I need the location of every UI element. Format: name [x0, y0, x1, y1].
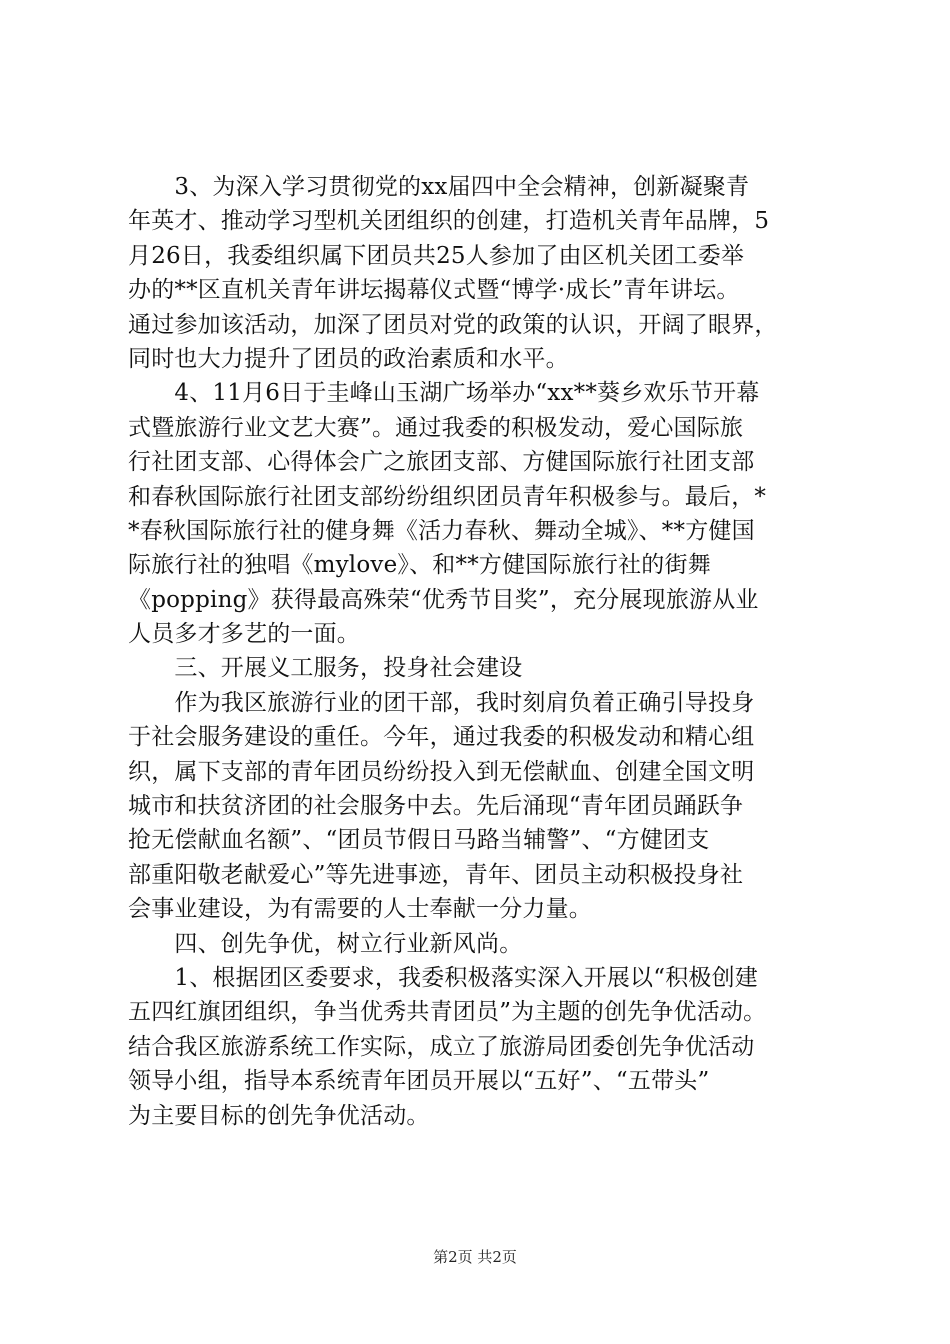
text-line: 际旅行社的独唱《mylove》、和**方健国际旅行社的街舞 [128, 552, 711, 579]
text-line: 《popping》获得最高殊荣“优秀节目奖”，充分展现旅游从业 [128, 586, 759, 613]
text-line: 抢无偿献血名额”、“团员节假日马路当辅警”、“方健团支 [128, 827, 710, 854]
text-line: 织，属下支部的青年团员纷纷投入到无偿献血、创建全国文明 [128, 758, 755, 785]
section-heading: 三、开展义工服务，投身社会建设 [128, 655, 523, 682]
text-line: 作为我区旅游行业的团干部，我时刻肩负着正确引导投身 [128, 689, 755, 716]
text-line: 城市和扶贫济团的社会服务中去。先后涌现“青年团员踊跃争 [128, 793, 744, 820]
text-line: 会事业建设，为有需要的人士奉献一分力量。 [128, 896, 592, 923]
text-line: 年英才、推动学习型机关团组织的创建，打造机关青年品牌，5 [128, 208, 770, 235]
text-line: 式暨旅游行业文艺大赛”。通过我委的积极发动，爱心国际旅 [128, 414, 744, 441]
text-line: 通过参加该活动，加深了团员对党的政策的认识，开阔了眼界， [128, 311, 778, 338]
document-body [128, 170, 828, 1133]
text-line: 为主要目标的创先争优活动。 [128, 1102, 430, 1129]
section-heading: 四、创先争优，树立行业新风尚。 [128, 930, 523, 957]
text-line: 部重阳敬老献爱心”等先进事迹，青年、团员主动积极投身社 [128, 861, 744, 888]
text-line: 结合我区旅游系统工作实际，成立了旅游局团委创先争优活动 [128, 1033, 755, 1060]
text-line: 3、为深入学习贯彻党的xx届四中全会精神，创新凝聚青 [128, 174, 750, 200]
text-line: 4、11月6日于圭峰山玉湖广场举办“xx**葵乡欢乐节开幕 [128, 380, 760, 407]
text-line: 办的**区直机关青年讲坛揭幕仪式暨“博学·成长”青年讲坛。 [128, 277, 740, 304]
page-number-footer: 第2页 共2页 [433, 1248, 517, 1266]
text-line: 1、根据团区委要求，我委积极落实深入开展以“积极创建 [128, 964, 758, 991]
text-line: 行社团支部、心得体会广之旅团支部、方健国际旅行社团支部 [128, 449, 755, 476]
text-line: 同时也大力提升了团员的政治素质和水平。 [128, 345, 569, 372]
text-line: *春秋国际旅行社的健身舞《活力春秋、舞动全城》、**方健国 [128, 517, 755, 544]
text-line: 于社会服务建设的重任。今年，通过我委的积极发动和精心组 [128, 724, 755, 751]
text-line: 月26日，我委组织属下团员共25人参加了由区机关团工委举 [128, 242, 745, 269]
text-line: 和春秋国际旅行社团支部纷纷组织团员青年积极参与。最后，* [128, 483, 767, 510]
text-line: 领导小组，指导本系统青年团员开展以“五好”、“五带头” [128, 1068, 710, 1095]
text-line: 五四红旗团组织，争当优秀共青团员”为主题的创先争优活动。 [128, 999, 767, 1026]
text-line: 人员多才多艺的一面。 [128, 621, 360, 648]
